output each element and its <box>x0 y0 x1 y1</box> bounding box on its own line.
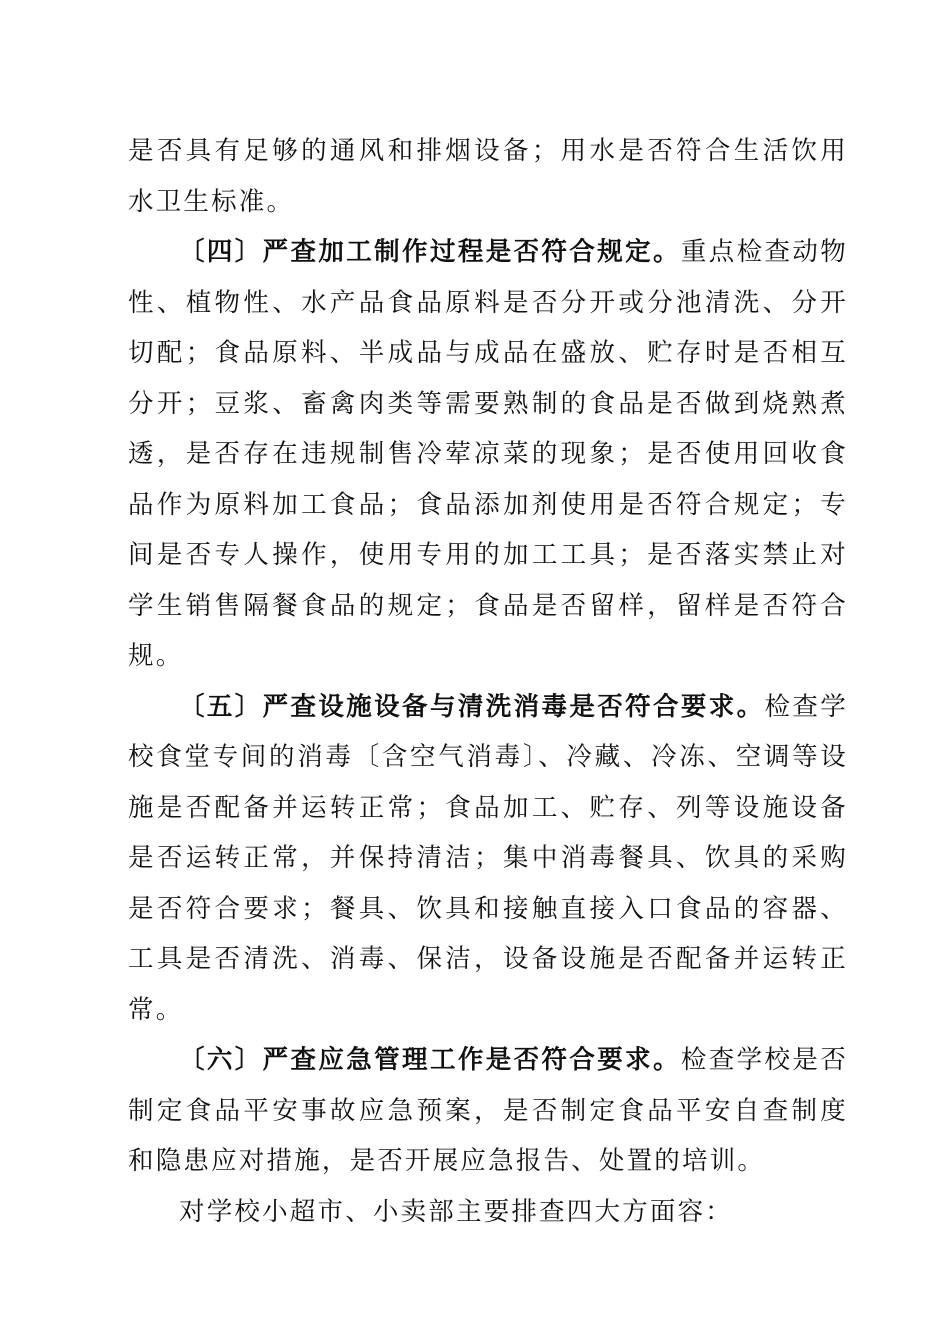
paragraph-text: 对学校小超市、小卖部主要排查四大方面容： <box>179 1196 734 1227</box>
document-page <box>128 126 848 1237</box>
paragraph-lead: 〔六〕严查应急管理工作是否符合要求。 <box>179 1045 681 1075</box>
paragraph-processing <box>128 227 848 682</box>
paragraph-ventilation-water <box>128 126 848 227</box>
paragraph-emergency <box>128 1035 848 1187</box>
paragraph-lead: 〔四〕严查加工制作过程是否符合规定。 <box>179 237 681 267</box>
paragraph-facilities <box>128 682 848 1036</box>
paragraph-text: 重点检查动物性、植物性、水产品食品原料是否分开或分池清洗、分开切配；食品原料、半成品与成品在盛放、贮存时是否相互分开；豆浆、畜禽肉类等需要熟制的食品是否做到烧熟煮透，是否存在违规制售冷荤凉菜的现象；是否使用回收食品作为原料加工食品；食品添加剂使用是否符合规定；专间是否专人操作，使用专用的加工工具；是否落实禁止对学生销售隔餐食品的规定；食品是否留样，留样是否符合规。 <box>128 237 849 671</box>
paragraph-text: 检查学校是否制定食品平安事故应急预案，是否制定食品平安自查制度和隐患应对措施，是否开展应急报告、处置的培训。 <box>128 1045 849 1176</box>
paragraph-text: 检查学校食堂专间的消毒〔含空气消毒〕、冷藏、冷冻、空调等设施是否配备并运转正常；食品加工、贮存、列等设施设备是否运转正常，并保持清洁；集中消毒餐具、饮具的采购是否符合要求；餐具、饮具和接触直接入口食品的容器、工具是否清洗、消毒、保洁，设备设施是否配备并运转正常。 <box>128 691 848 1025</box>
paragraph-lead: 〔五〕严查设施设备与清洗消毒是否符合要求。 <box>179 691 765 722</box>
paragraph-text: 是否具有足够的通风和排烟设备；用水是否符合生活饮用水卫生标准。 <box>128 136 848 217</box>
paragraph-supermarket-intro <box>128 1187 848 1238</box>
